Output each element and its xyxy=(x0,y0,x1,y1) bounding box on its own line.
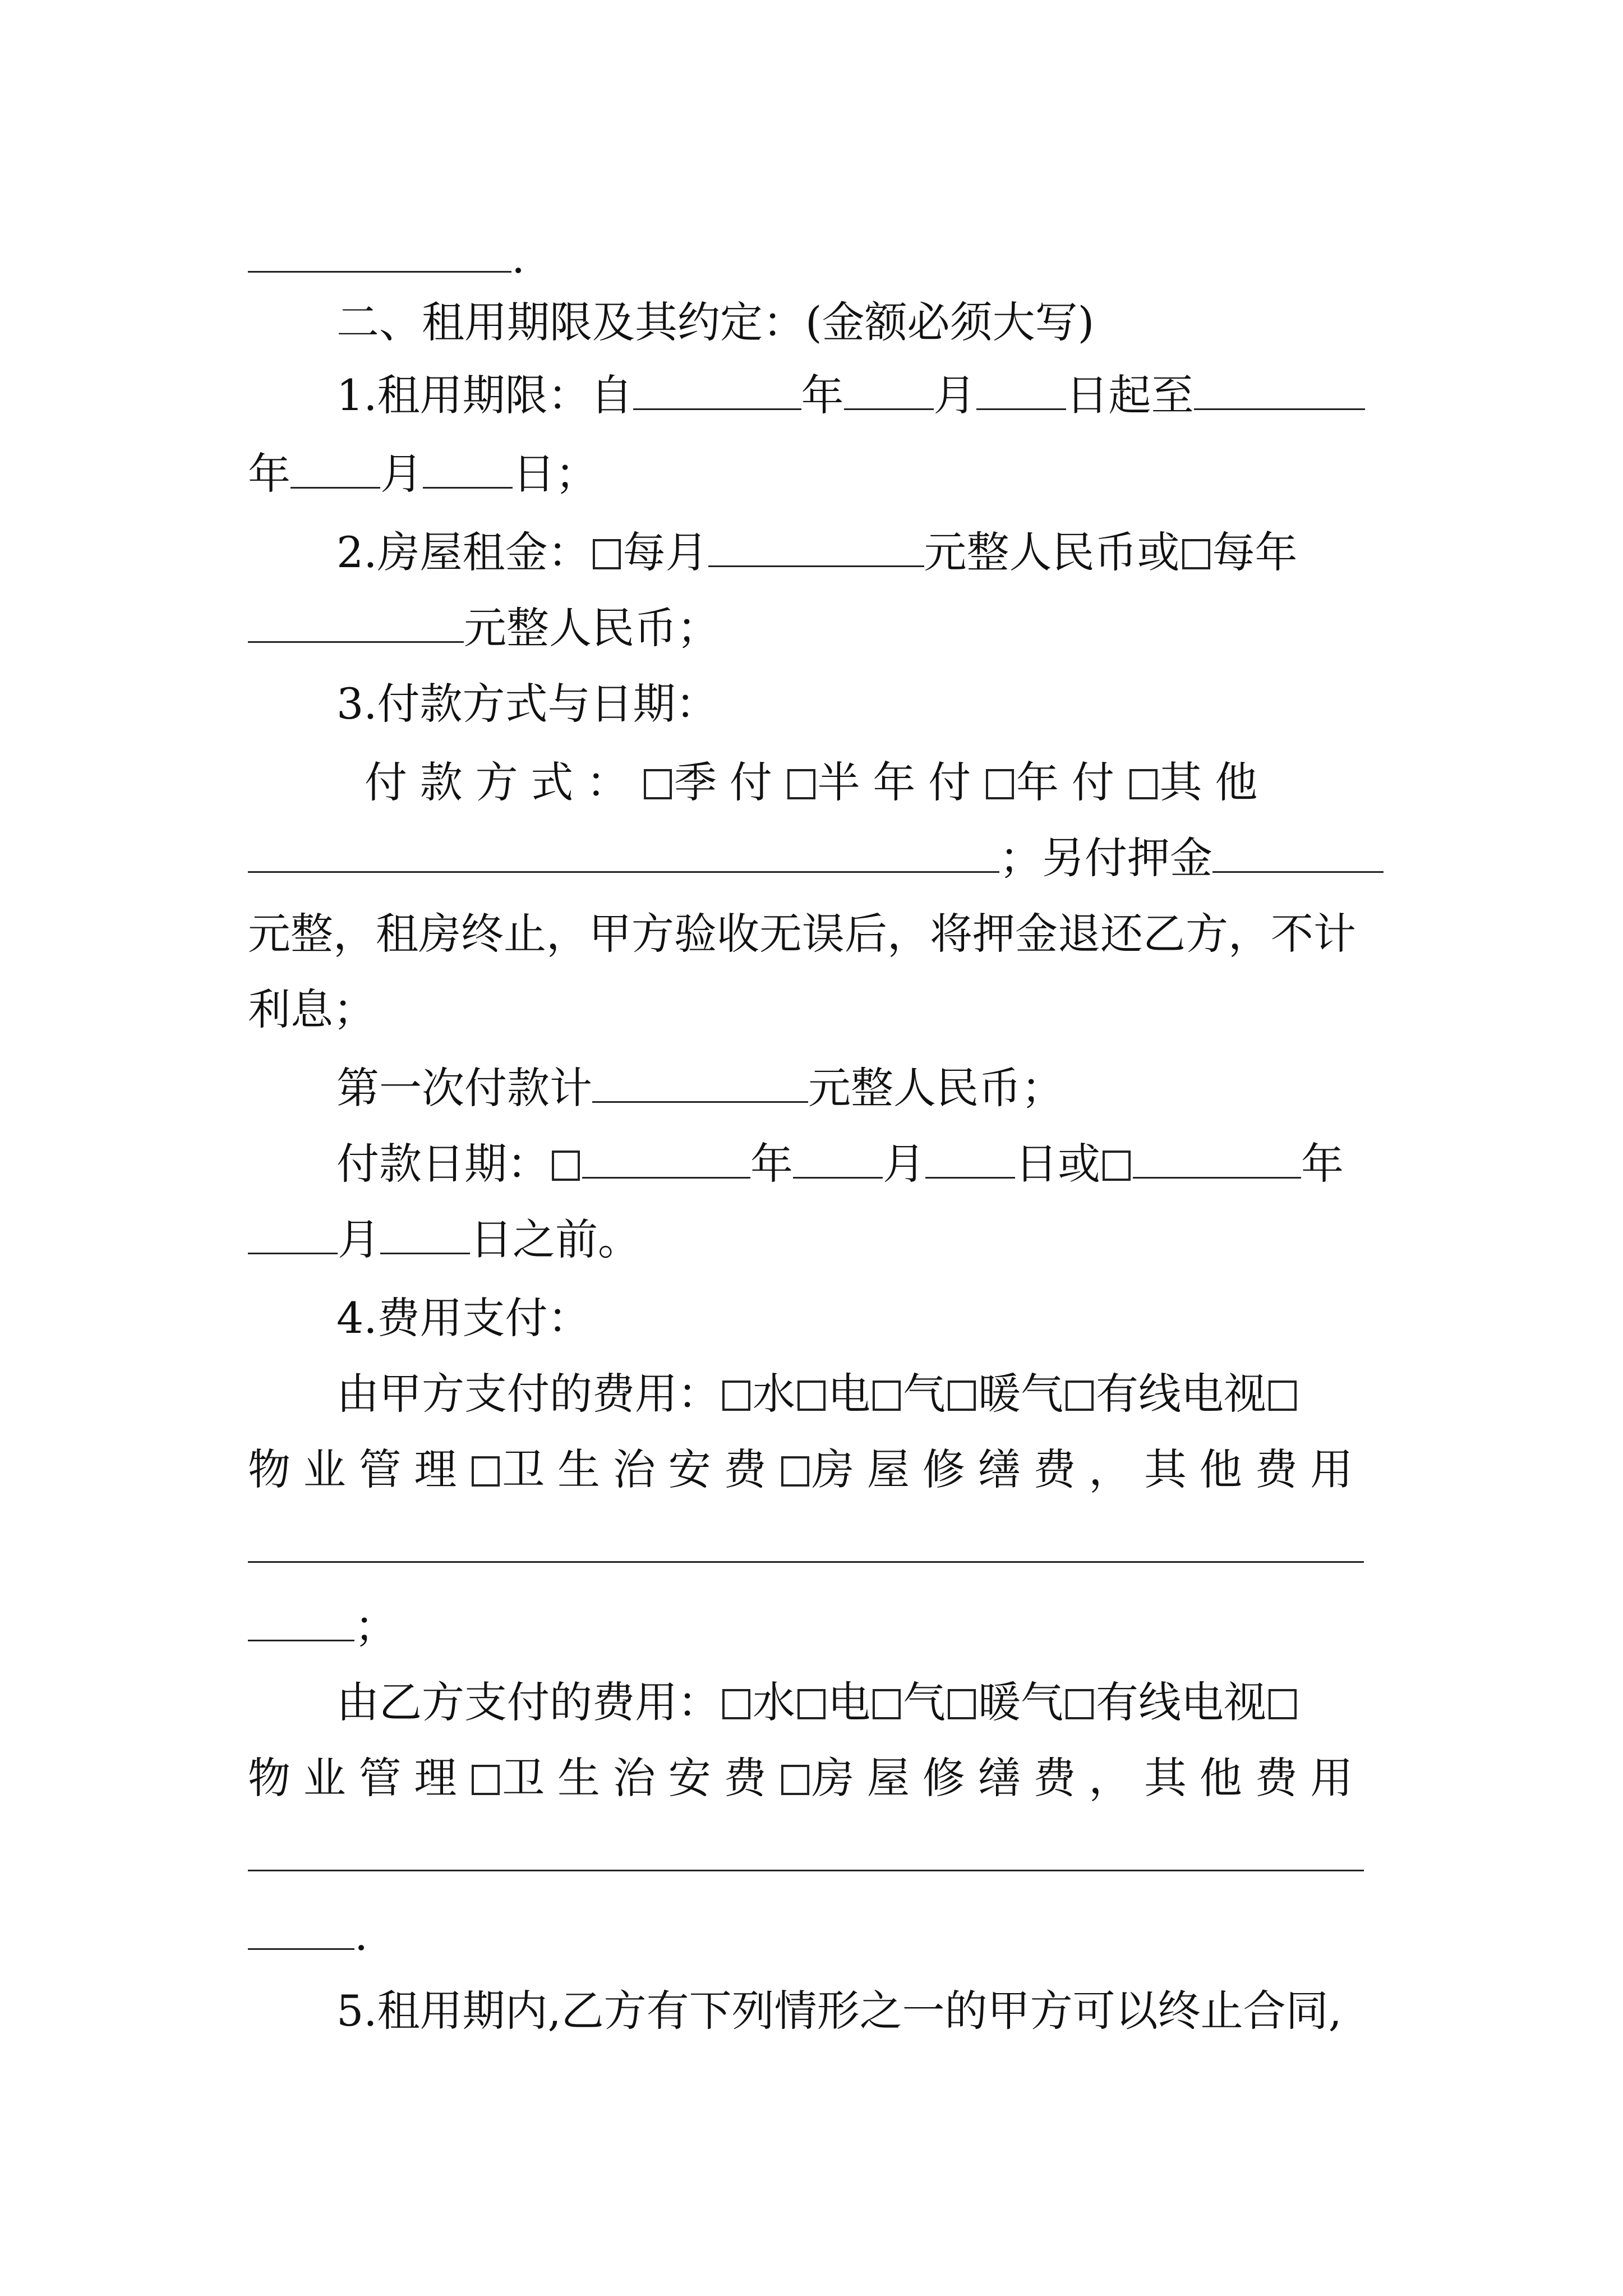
half-year-checkbox[interactable] xyxy=(787,769,815,799)
pay-day-field[interactable] xyxy=(925,1131,1015,1179)
a-sanitation-checkbox[interactable] xyxy=(472,1456,500,1487)
section-two-heading: 二、租用期限及其约定：(金额必须大写) xyxy=(336,297,1095,347)
fees-a-line-cont: 物业管理 卫生治安费 房屋修缮费，其他费用 xyxy=(248,1444,1366,1494)
a-water-checkbox[interactable] xyxy=(722,1381,750,1411)
date-option-1-checkbox[interactable] xyxy=(552,1151,580,1181)
other-method-field[interactable] xyxy=(248,825,999,873)
fees-b-blank-line xyxy=(248,1823,1364,1890)
first-payment-field[interactable] xyxy=(592,1055,808,1103)
deposit-line: ；另付押金 xyxy=(248,825,1384,892)
a-electric-checkbox[interactable] xyxy=(797,1381,826,1411)
fees-a-blank-line xyxy=(248,1515,1364,1582)
clause-five: 5.租用期内,乙方有下列情形之一的甲方可以终止合同, xyxy=(336,1986,1342,2036)
fees-a-blank-end: ； xyxy=(248,1593,397,1660)
payment-method-line: 付款方式： 季付 半年付 年付 其他 xyxy=(365,757,1271,807)
deposit-text-line: 元整，租房终止，甲方验收无误后，将押金退还乙方，不计 xyxy=(248,909,1356,959)
rent-line: 2.房屋租金： 每月 元整人民币或 每年 xyxy=(336,519,1298,586)
pay-day-2-field[interactable] xyxy=(380,1207,470,1254)
b-property-checkbox[interactable] xyxy=(1269,1689,1297,1719)
fees-b-line: 由乙方支付的费用： 水 电 气 暖气 有线电视 xyxy=(336,1669,1299,1736)
b-repair-checkbox[interactable] xyxy=(781,1765,809,1795)
b-electric-checkbox[interactable] xyxy=(797,1689,826,1719)
other-pay-checkbox[interactable] xyxy=(1129,769,1158,799)
pay-year-2-field[interactable] xyxy=(1133,1131,1301,1179)
start-day-field[interactable] xyxy=(976,362,1066,410)
pay-month-field[interactable] xyxy=(793,1131,883,1179)
fees-title: 4.费用支付： xyxy=(336,1293,591,1343)
payment-date-line: 付款日期： 年 月 日或 年 xyxy=(336,1130,1344,1198)
pay-year-field[interactable] xyxy=(582,1131,750,1179)
term-line-cont: 年 月 日； xyxy=(248,440,598,508)
rent-line-cont: 元整人民币； xyxy=(248,595,720,662)
a-gas-checkbox[interactable] xyxy=(873,1381,901,1411)
monthly-amount-field[interactable] xyxy=(708,519,924,567)
yearly-amount-field[interactable] xyxy=(248,595,464,643)
b-water-checkbox[interactable] xyxy=(722,1689,750,1719)
b-gas-checkbox[interactable] xyxy=(873,1689,901,1719)
payment-title: 3.付款方式与日期： xyxy=(336,679,718,729)
a-property-checkbox[interactable] xyxy=(1269,1381,1297,1411)
end-year-field[interactable] xyxy=(1194,362,1365,410)
a-cable-tv-checkbox[interactable] xyxy=(1066,1381,1094,1411)
b-cable-tv-checkbox[interactable] xyxy=(1066,1689,1094,1719)
end-day-field[interactable] xyxy=(423,441,513,489)
monthly-checkbox[interactable] xyxy=(593,539,621,569)
end-month-field[interactable] xyxy=(291,441,380,489)
a-other-fees-field[interactable] xyxy=(248,1515,1364,1563)
blank-field[interactable] xyxy=(248,225,511,273)
a-other-fees-field-cont[interactable] xyxy=(248,1594,354,1641)
start-month-field[interactable] xyxy=(844,362,934,410)
fees-b-blank-end: . xyxy=(248,1902,368,1969)
date-option-2-checkbox[interactable] xyxy=(1103,1151,1131,1181)
fees-a-line: 由甲方支付的费用： 水 电 气 暖气 有线电视 xyxy=(336,1360,1299,1428)
start-year-field[interactable] xyxy=(633,362,801,410)
continuation-line: . xyxy=(248,224,525,292)
quarterly-checkbox[interactable] xyxy=(644,769,672,799)
b-sanitation-checkbox[interactable] xyxy=(472,1765,500,1795)
b-other-fees-field[interactable] xyxy=(248,1824,1364,1871)
b-other-fees-field-cont[interactable] xyxy=(248,1902,354,1950)
fees-b-line-cont: 物业管理 卫生治安费 房屋修缮费，其他费用 xyxy=(248,1753,1366,1803)
a-heating-checkbox[interactable] xyxy=(948,1381,976,1411)
b-heating-checkbox[interactable] xyxy=(948,1689,976,1719)
payment-date-line-cont: 月 日之前。 xyxy=(248,1206,640,1273)
deposit-amount-field[interactable] xyxy=(1212,825,1384,873)
pay-month-2-field[interactable] xyxy=(248,1207,338,1254)
interest-line: 利息； xyxy=(248,984,376,1034)
term-line: 1.租用期限：自 年 月 日起至 xyxy=(336,362,1365,429)
yearly-checkbox[interactable] xyxy=(1182,539,1210,569)
first-payment-line: 第一次付款计 元整人民币； xyxy=(336,1055,1064,1122)
yearly-pay-checkbox[interactable] xyxy=(986,769,1014,799)
a-repair-checkbox[interactable] xyxy=(781,1456,809,1487)
